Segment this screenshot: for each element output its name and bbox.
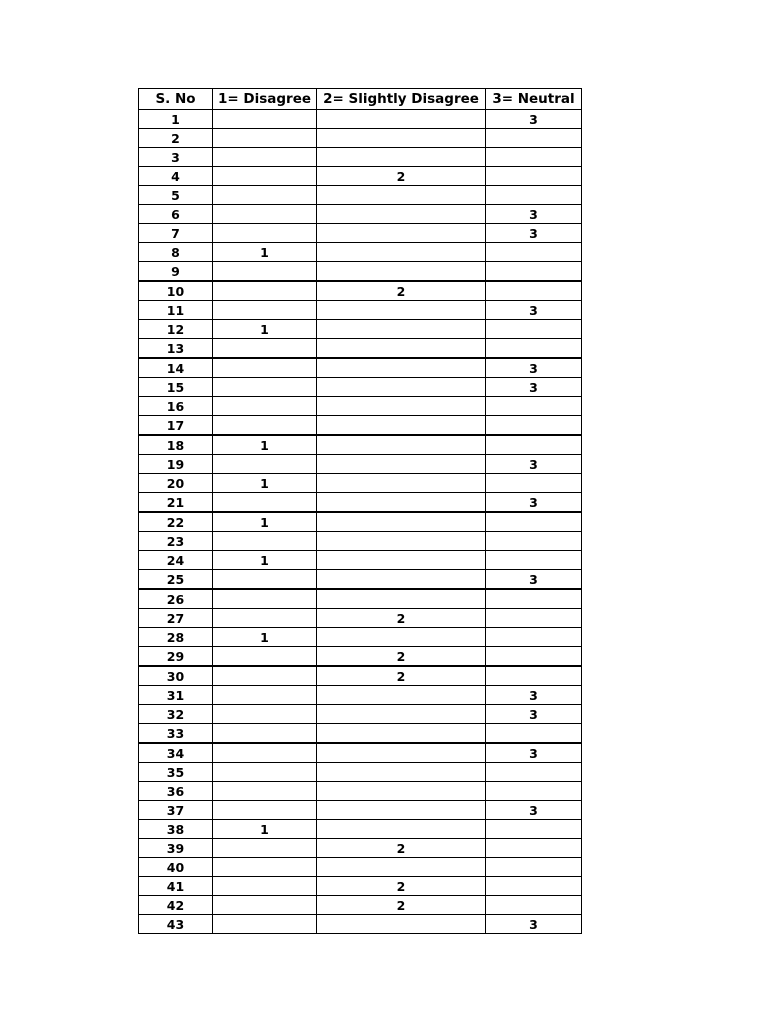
cell-neutral: 3 <box>486 493 582 513</box>
cell-serial-number: 31 <box>139 686 213 705</box>
table-row <box>139 455 582 474</box>
header-slightly-disagree: 2= Slightly Disagree <box>317 89 486 110</box>
cell-disagree <box>213 763 317 782</box>
cell-serial-number: 10 <box>139 281 213 301</box>
cell-disagree <box>213 378 317 397</box>
cell-slightly-disagree: 2 <box>317 281 486 301</box>
table-row <box>139 705 582 724</box>
cell-slightly-disagree <box>317 129 486 148</box>
cell-disagree: 1 <box>213 628 317 647</box>
cell-slightly-disagree <box>317 262 486 282</box>
cell-disagree: 1 <box>213 474 317 493</box>
cell-slightly-disagree: 2 <box>317 896 486 915</box>
table-row <box>139 339 582 359</box>
cell-disagree: 1 <box>213 320 317 339</box>
cell-slightly-disagree: 2 <box>317 647 486 667</box>
cell-slightly-disagree <box>317 570 486 590</box>
table-row <box>139 551 582 570</box>
cell-serial-number: 32 <box>139 705 213 724</box>
cell-disagree <box>213 705 317 724</box>
cell-serial-number: 34 <box>139 743 213 763</box>
cell-slightly-disagree <box>317 820 486 839</box>
cell-slightly-disagree <box>317 224 486 243</box>
cell-neutral <box>486 782 582 801</box>
cell-neutral <box>486 532 582 551</box>
table-row <box>139 628 582 647</box>
cell-neutral <box>486 589 582 609</box>
cell-serial-number: 28 <box>139 628 213 647</box>
cell-serial-number: 23 <box>139 532 213 551</box>
cell-neutral <box>486 551 582 570</box>
cell-serial-number: 3 <box>139 148 213 167</box>
cell-serial-number: 41 <box>139 877 213 896</box>
table-row <box>139 435 582 455</box>
table-row <box>139 647 582 667</box>
cell-slightly-disagree <box>317 474 486 493</box>
cell-slightly-disagree <box>317 455 486 474</box>
table-row <box>139 416 582 436</box>
cell-neutral <box>486 896 582 915</box>
cell-neutral: 3 <box>486 205 582 224</box>
cell-neutral <box>486 320 582 339</box>
cell-disagree <box>213 743 317 763</box>
cell-serial-number: 19 <box>139 455 213 474</box>
cell-neutral <box>486 148 582 167</box>
cell-slightly-disagree <box>317 589 486 609</box>
cell-disagree: 1 <box>213 551 317 570</box>
cell-serial-number: 22 <box>139 512 213 532</box>
cell-neutral: 3 <box>486 686 582 705</box>
cell-disagree <box>213 224 317 243</box>
cell-slightly-disagree <box>317 724 486 744</box>
cell-slightly-disagree <box>317 743 486 763</box>
response-table <box>138 88 582 934</box>
table-row <box>139 915 582 934</box>
cell-neutral <box>486 262 582 282</box>
cell-neutral: 3 <box>486 801 582 820</box>
cell-disagree <box>213 148 317 167</box>
cell-serial-number: 42 <box>139 896 213 915</box>
cell-slightly-disagree <box>317 186 486 205</box>
cell-neutral <box>486 186 582 205</box>
cell-slightly-disagree <box>317 110 486 129</box>
table-row <box>139 570 582 590</box>
cell-disagree <box>213 686 317 705</box>
cell-serial-number: 13 <box>139 339 213 359</box>
cell-slightly-disagree: 2 <box>317 877 486 896</box>
cell-neutral <box>486 339 582 359</box>
cell-neutral <box>486 858 582 877</box>
table-row <box>139 724 582 744</box>
cell-neutral <box>486 609 582 628</box>
cell-neutral: 3 <box>486 570 582 590</box>
cell-serial-number: 15 <box>139 378 213 397</box>
cell-neutral: 3 <box>486 358 582 378</box>
cell-serial-number: 18 <box>139 435 213 455</box>
table-row <box>139 224 582 243</box>
cell-serial-number: 14 <box>139 358 213 378</box>
cell-neutral <box>486 512 582 532</box>
table-row <box>139 129 582 148</box>
cell-disagree <box>213 186 317 205</box>
cell-serial-number: 16 <box>139 397 213 416</box>
cell-slightly-disagree <box>317 858 486 877</box>
cell-disagree <box>213 281 317 301</box>
cell-slightly-disagree: 2 <box>317 609 486 628</box>
cell-slightly-disagree: 2 <box>317 167 486 186</box>
cell-serial-number: 4 <box>139 167 213 186</box>
cell-slightly-disagree <box>317 301 486 320</box>
header-disagree: 1= Disagree <box>213 89 317 110</box>
cell-serial-number: 37 <box>139 801 213 820</box>
header-neutral: 3= Neutral <box>486 89 582 110</box>
cell-slightly-disagree <box>317 378 486 397</box>
table-row <box>139 110 582 129</box>
cell-serial-number: 6 <box>139 205 213 224</box>
cell-disagree <box>213 647 317 667</box>
cell-neutral <box>486 628 582 647</box>
cell-neutral: 3 <box>486 743 582 763</box>
cell-slightly-disagree <box>317 915 486 934</box>
cell-serial-number: 35 <box>139 763 213 782</box>
cell-serial-number: 36 <box>139 782 213 801</box>
cell-neutral <box>486 647 582 667</box>
cell-slightly-disagree <box>317 148 486 167</box>
cell-serial-number: 39 <box>139 839 213 858</box>
cell-slightly-disagree <box>317 320 486 339</box>
cell-neutral: 3 <box>486 705 582 724</box>
cell-neutral: 3 <box>486 224 582 243</box>
cell-disagree <box>213 358 317 378</box>
table-row <box>139 205 582 224</box>
table-body <box>139 110 582 934</box>
cell-disagree <box>213 839 317 858</box>
header-row <box>139 89 582 110</box>
table-row <box>139 820 582 839</box>
cell-disagree <box>213 397 317 416</box>
cell-slightly-disagree: 2 <box>317 839 486 858</box>
cell-slightly-disagree <box>317 205 486 224</box>
cell-disagree <box>213 782 317 801</box>
table-row <box>139 358 582 378</box>
cell-serial-number: 30 <box>139 666 213 686</box>
cell-serial-number: 29 <box>139 647 213 667</box>
cell-serial-number: 20 <box>139 474 213 493</box>
cell-slightly-disagree <box>317 532 486 551</box>
cell-slightly-disagree <box>317 435 486 455</box>
cell-disagree <box>213 724 317 744</box>
cell-disagree <box>213 877 317 896</box>
cell-disagree <box>213 589 317 609</box>
cell-slightly-disagree <box>317 686 486 705</box>
cell-serial-number: 5 <box>139 186 213 205</box>
cell-neutral <box>486 243 582 262</box>
cell-neutral <box>486 839 582 858</box>
table-row <box>139 896 582 915</box>
cell-serial-number: 43 <box>139 915 213 934</box>
table-row <box>139 877 582 896</box>
table-row <box>139 839 582 858</box>
cell-serial-number: 17 <box>139 416 213 436</box>
cell-neutral: 3 <box>486 378 582 397</box>
table-row <box>139 743 582 763</box>
cell-serial-number: 38 <box>139 820 213 839</box>
table-row <box>139 589 582 609</box>
cell-slightly-disagree <box>317 339 486 359</box>
cell-slightly-disagree <box>317 358 486 378</box>
cell-neutral <box>486 763 582 782</box>
cell-disagree <box>213 416 317 436</box>
cell-disagree <box>213 532 317 551</box>
cell-slightly-disagree <box>317 628 486 647</box>
cell-neutral <box>486 666 582 686</box>
table-row <box>139 397 582 416</box>
cell-disagree <box>213 801 317 820</box>
cell-serial-number: 8 <box>139 243 213 262</box>
cell-disagree <box>213 262 317 282</box>
cell-disagree: 1 <box>213 820 317 839</box>
cell-serial-number: 27 <box>139 609 213 628</box>
cell-slightly-disagree: 2 <box>317 666 486 686</box>
cell-slightly-disagree <box>317 705 486 724</box>
cell-serial-number: 11 <box>139 301 213 320</box>
cell-serial-number: 1 <box>139 110 213 129</box>
table-row <box>139 320 582 339</box>
table-row <box>139 666 582 686</box>
cell-disagree <box>213 455 317 474</box>
cell-disagree <box>213 896 317 915</box>
table-row <box>139 262 582 282</box>
cell-disagree <box>213 493 317 513</box>
table-row <box>139 763 582 782</box>
cell-serial-number: 7 <box>139 224 213 243</box>
cell-disagree <box>213 339 317 359</box>
cell-neutral <box>486 167 582 186</box>
table-row <box>139 474 582 493</box>
cell-neutral: 3 <box>486 915 582 934</box>
cell-neutral <box>486 435 582 455</box>
table-row <box>139 686 582 705</box>
cell-disagree <box>213 110 317 129</box>
cell-neutral <box>486 474 582 493</box>
cell-disagree <box>213 205 317 224</box>
table-row <box>139 243 582 262</box>
cell-neutral: 3 <box>486 301 582 320</box>
cell-serial-number: 2 <box>139 129 213 148</box>
cell-disagree <box>213 609 317 628</box>
cell-neutral <box>486 877 582 896</box>
cell-neutral <box>486 820 582 839</box>
cell-slightly-disagree <box>317 801 486 820</box>
table-row <box>139 782 582 801</box>
cell-slightly-disagree <box>317 763 486 782</box>
cell-serial-number: 25 <box>139 570 213 590</box>
cell-neutral <box>486 281 582 301</box>
cell-serial-number: 40 <box>139 858 213 877</box>
cell-slightly-disagree <box>317 551 486 570</box>
cell-disagree <box>213 666 317 686</box>
cell-disagree: 1 <box>213 435 317 455</box>
table-row <box>139 532 582 551</box>
table-row <box>139 301 582 320</box>
cell-neutral <box>486 129 582 148</box>
cell-neutral: 3 <box>486 455 582 474</box>
table-row <box>139 186 582 205</box>
table-row <box>139 281 582 301</box>
cell-neutral: 3 <box>486 110 582 129</box>
header-serial-number: S. No <box>139 89 213 110</box>
cell-disagree <box>213 301 317 320</box>
table-row <box>139 858 582 877</box>
table-row <box>139 167 582 186</box>
cell-slightly-disagree <box>317 416 486 436</box>
cell-neutral <box>486 397 582 416</box>
response-table-container <box>138 88 582 934</box>
cell-serial-number: 26 <box>139 589 213 609</box>
cell-serial-number: 33 <box>139 724 213 744</box>
cell-disagree: 1 <box>213 512 317 532</box>
cell-neutral <box>486 416 582 436</box>
table-row <box>139 493 582 513</box>
table-row <box>139 609 582 628</box>
cell-serial-number: 9 <box>139 262 213 282</box>
cell-disagree: 1 <box>213 243 317 262</box>
table-row <box>139 378 582 397</box>
cell-slightly-disagree <box>317 782 486 801</box>
cell-disagree <box>213 167 317 186</box>
cell-disagree <box>213 915 317 934</box>
cell-slightly-disagree <box>317 243 486 262</box>
cell-serial-number: 24 <box>139 551 213 570</box>
cell-slightly-disagree <box>317 493 486 513</box>
cell-neutral <box>486 724 582 744</box>
cell-disagree <box>213 129 317 148</box>
table-row <box>139 801 582 820</box>
table-row <box>139 148 582 167</box>
cell-disagree <box>213 858 317 877</box>
cell-slightly-disagree <box>317 397 486 416</box>
cell-serial-number: 12 <box>139 320 213 339</box>
cell-serial-number: 21 <box>139 493 213 513</box>
cell-slightly-disagree <box>317 512 486 532</box>
table-row <box>139 512 582 532</box>
cell-disagree <box>213 570 317 590</box>
